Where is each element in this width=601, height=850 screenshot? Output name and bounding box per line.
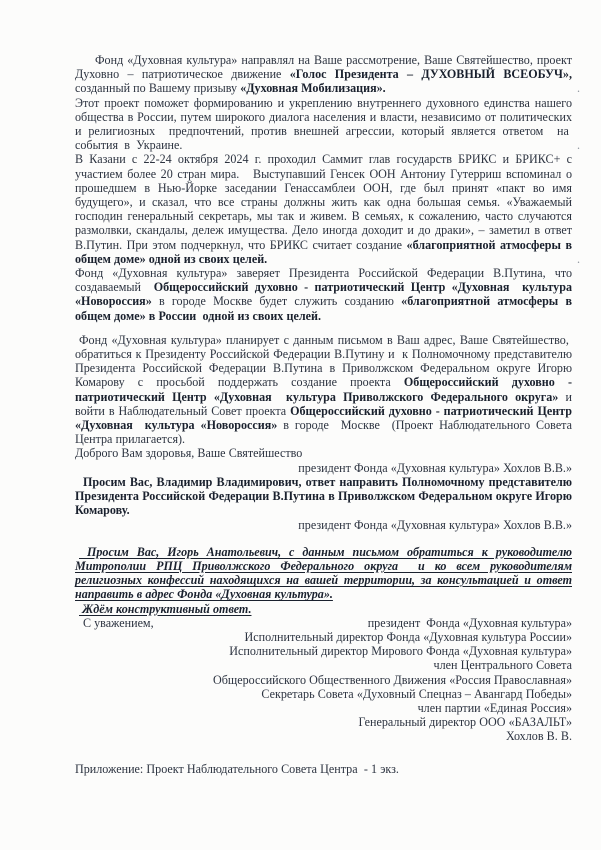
- closing-salutation: С уважением,: [83, 615, 154, 630]
- text-run: Общероссийский духовно - патриотический Центр «Духовная культура «Новороссия»: [75, 280, 572, 309]
- text-run: Исполнительный директор Мирового Фонда «Духовная культура»: [229, 644, 572, 659]
- text-run: Исполнительный директор Фонда «Духовная культура России»: [244, 629, 572, 644]
- stray-dot: .: [576, 81, 580, 96]
- text-run: «благоприятной атмосферы в общем доме» в России одной из своих целей.: [75, 294, 572, 323]
- signature-title-line: [75, 687, 572, 701]
- awaiting-reply-line: [75, 602, 572, 616]
- regards-row: [75, 616, 572, 630]
- signature-title-line: [75, 630, 572, 644]
- attachment-note: [75, 762, 572, 776]
- request-komarov-paragraph: [75, 545, 572, 602]
- text-run: Секретарь Совета «Духовный Спецназ – Авангард Победы»: [261, 686, 572, 701]
- document-body: [75, 53, 580, 776]
- text-run: в городе Москве (Проект Наблюдательного Совета Центра прилагается).: [75, 418, 572, 447]
- request-putin-paragraph: [75, 475, 572, 518]
- text-run: «благоприятной атмосферы в общем доме» одной из своих целей.: [75, 237, 572, 266]
- assurance-paragraph: [75, 266, 572, 323]
- text-run: Этот проект поможет формированию и укреплению внутреннего духовного единства нашего общества в России, путем широкого диалога населения и власти, независимо от политических и религиозных предпочтений, против внешней агрессии, который является ответом на события в Украине.: [75, 95, 572, 153]
- text-run: член партии «Единая Россия»: [417, 700, 572, 715]
- signature-title-line: [75, 701, 572, 715]
- signature-title-line: [75, 658, 572, 672]
- plans-paragraph: [75, 333, 572, 447]
- text-run: Приложение: Проект Наблюдательного Совета Центра - 1 экз.: [75, 761, 399, 776]
- text-run: Общероссийский духовно - патриотический Центр «Духовная культура «Новороссия»: [75, 403, 572, 433]
- text-run: Фонд «Духовная культура» планирует с данным письмом в Ваш адрес, Ваше Святейшество, обратиться к Президенту Российской Федерации В.Путину и к Полномочному представителю Президента Российской Федерации В.Путина в Приволжском Федеральном округе Игорю Комарову с просьбой поддержать создание проекта: [75, 332, 572, 390]
- text-run: президент Фонда «Духовная культура» Хохлов В.В.»: [298, 460, 572, 475]
- text-run: президент Фонда «Духовная культура» Хохлов В.В.»: [298, 517, 572, 532]
- opening-paragraph: [75, 53, 580, 96]
- text-run: Общероссийского Общественного Движения «Россия Православная»: [213, 672, 572, 687]
- blessing-line: [75, 446, 572, 460]
- text-run: Фонд «Духовная культура» заверяет Президента Российской Федерации В.Путина, что создаваемый: [75, 266, 572, 295]
- text-run: Фонд «Духовная культура» направлял на Ваше рассмотрение, Ваше Святейшество, проект Духовно – патриотическое движение: [75, 53, 572, 82]
- signature-title-line: [75, 644, 572, 658]
- signature-title: президент Фонда «Духовная культура»: [367, 615, 572, 630]
- text-run: Просим Вас, Игорь Анатольевич, с данным письмом обратиться к руководителю Митрополии РПЦ Приволжского Федерального округа и ко всем руководителям религиозных конфессий находящихся на вашей территории, за консультацией и ответ направить в адрес Фонда «Духовная культура».: [75, 544, 572, 602]
- brics-summit-paragraph: [75, 152, 580, 266]
- stray-dot: .: [576, 251, 580, 266]
- text-run: в городе Москве будет служить созданию: [151, 294, 402, 309]
- text-run: Генеральный директор ООО «БАЗАЛЬТ»: [358, 715, 572, 730]
- text-run: член Центрального Совета: [433, 658, 572, 673]
- text-run: «Голос Президента – ДУХОВНЫЙ ВСЕОБУЧ»,: [289, 67, 572, 82]
- signature-line: [75, 461, 572, 475]
- project-description-paragraph: [75, 95, 580, 153]
- text-run: Хохлов В. В.: [505, 729, 572, 744]
- text-run: Ждём конструктивный ответ.: [79, 601, 252, 616]
- signature-title-line: [75, 673, 572, 687]
- stray-dot: .: [576, 138, 580, 153]
- signature-line: [75, 518, 572, 532]
- text-run: Общероссийский духовно - патриотический Центр «Духовная культура Приволжского Федерального округа»: [75, 375, 572, 404]
- signature-title-line: [75, 715, 572, 729]
- signature-name-line: [75, 729, 572, 743]
- text-run: и войти в Наблюдательный Совет проекта: [75, 389, 572, 418]
- text-run: В Казани с 22-24 октября 2024 г. проходил Саммит глав государств БРИКС и БРИКС+ с участием более 20 стран мира. Выступавший Генсек ООН Антониу Гутерриш вспоминал о прошедшем в Нью-Йорке заседании Генассамблеи ООН, где был принят «пакт во имя будущего», и сказал, что все страны должны жить как одна большая семья. «Уважаемый господин генеральный секретарь, мы так и живем. В семьях, к сожалению, часто случаются размолвки, скандалы, дележ имущества. Дело иногда доходит и до драки», – заметил в ответ В.Путин. При этом подчеркнул, что БРИКС считает создание: [75, 152, 572, 252]
- text-run: Доброго Вам здоровья, Ваше Святейшество: [75, 446, 303, 461]
- text-run: созданный по Вашему призыву: [75, 81, 241, 96]
- text-run: Просим Вас, Владимир Владимирович, ответ направить Полномочному представителю Президента Российской Федерации В.Путина в Приволжском Федеральном округе Игорю Комарову.: [75, 474, 572, 518]
- text-run: «Духовная Мобилизация».: [240, 81, 386, 96]
